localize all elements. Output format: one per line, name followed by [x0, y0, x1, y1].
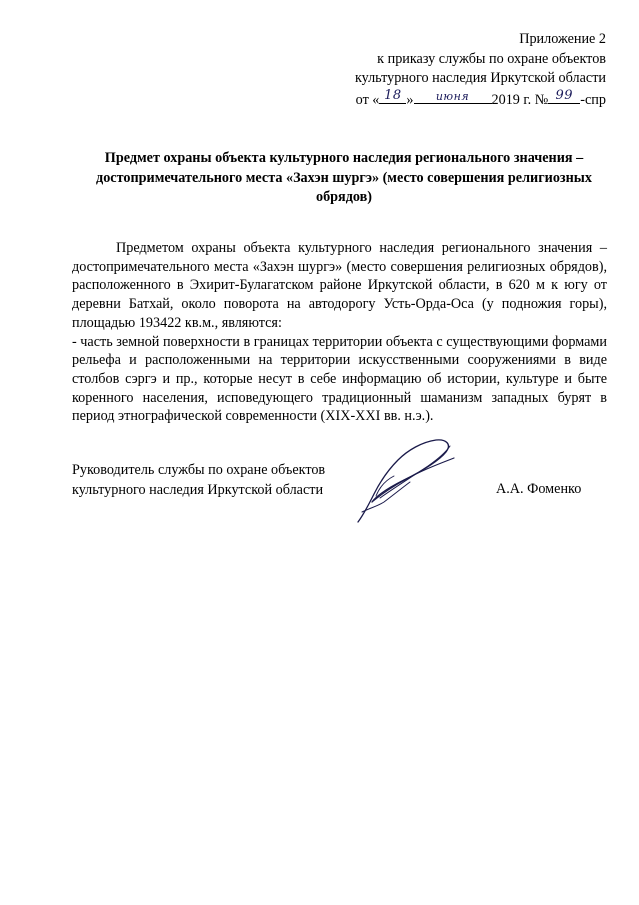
signatory-position-line-1: Руководитель службы по охране объектов [72, 462, 326, 478]
appendix-date-line [355, 89, 606, 111]
signatory-position [72, 461, 325, 500]
signatory-position-line-2: культурного наследия Иркутской области [72, 481, 324, 498]
date-day-handwritten: 18 [384, 87, 402, 103]
order-suffix: -спр [580, 91, 606, 108]
order-number-handwritten: 99 [555, 87, 574, 103]
appendix-header [355, 30, 606, 110]
appendix-order-reference: к приказу службы по охране объектов [377, 50, 606, 67]
date-prefix: от « [355, 91, 380, 108]
date-mid: » [406, 91, 414, 108]
handwritten-signature [350, 436, 470, 526]
order-number-field [548, 89, 580, 104]
date-month-field [414, 89, 492, 104]
signatory-name: А.А. Фоменко [496, 481, 582, 497]
appendix-number: Приложение 2 [519, 31, 606, 47]
date-month-handwritten: июня [435, 89, 470, 103]
body-paragraph-2: - часть земной поверхности в границах территории объекта с существующими формами рельефа и расположенными на территории искусственными сооружениями в виде столбов сэргэ и пр., которые несут в себе информацию об истории, культуре и быте коренного населения, исповедующего традиционный шаманизм западных бурят в период этнографической современности (XIX-XXI вв. н.э.). [72, 333, 607, 425]
appendix-agency: культурного наследия Иркутской области [354, 70, 606, 86]
date-year: 2019 г. № [491, 91, 549, 108]
document-body [72, 239, 607, 426]
document-title: Предмет охраны объекта культурного наследия регионального значения – достопримечательного места «Захэн шургэ» (место совершения религиозных обрядов) [96, 150, 592, 205]
body-paragraph-1: Предметом охраны объекта культурного наследия регионального значения – достопримечательного места «Захэн шургэ» (место совершения религиозных обрядов), расположенного в Эхирит-Булагатском районе Иркутской области, в 620 м к югу от деревни Батхай, около поворота на автодорогу Усть-Орда-Оса (у подножия горы), площадью 193422 кв.м., являются: [72, 240, 607, 331]
date-day-field [379, 89, 406, 104]
